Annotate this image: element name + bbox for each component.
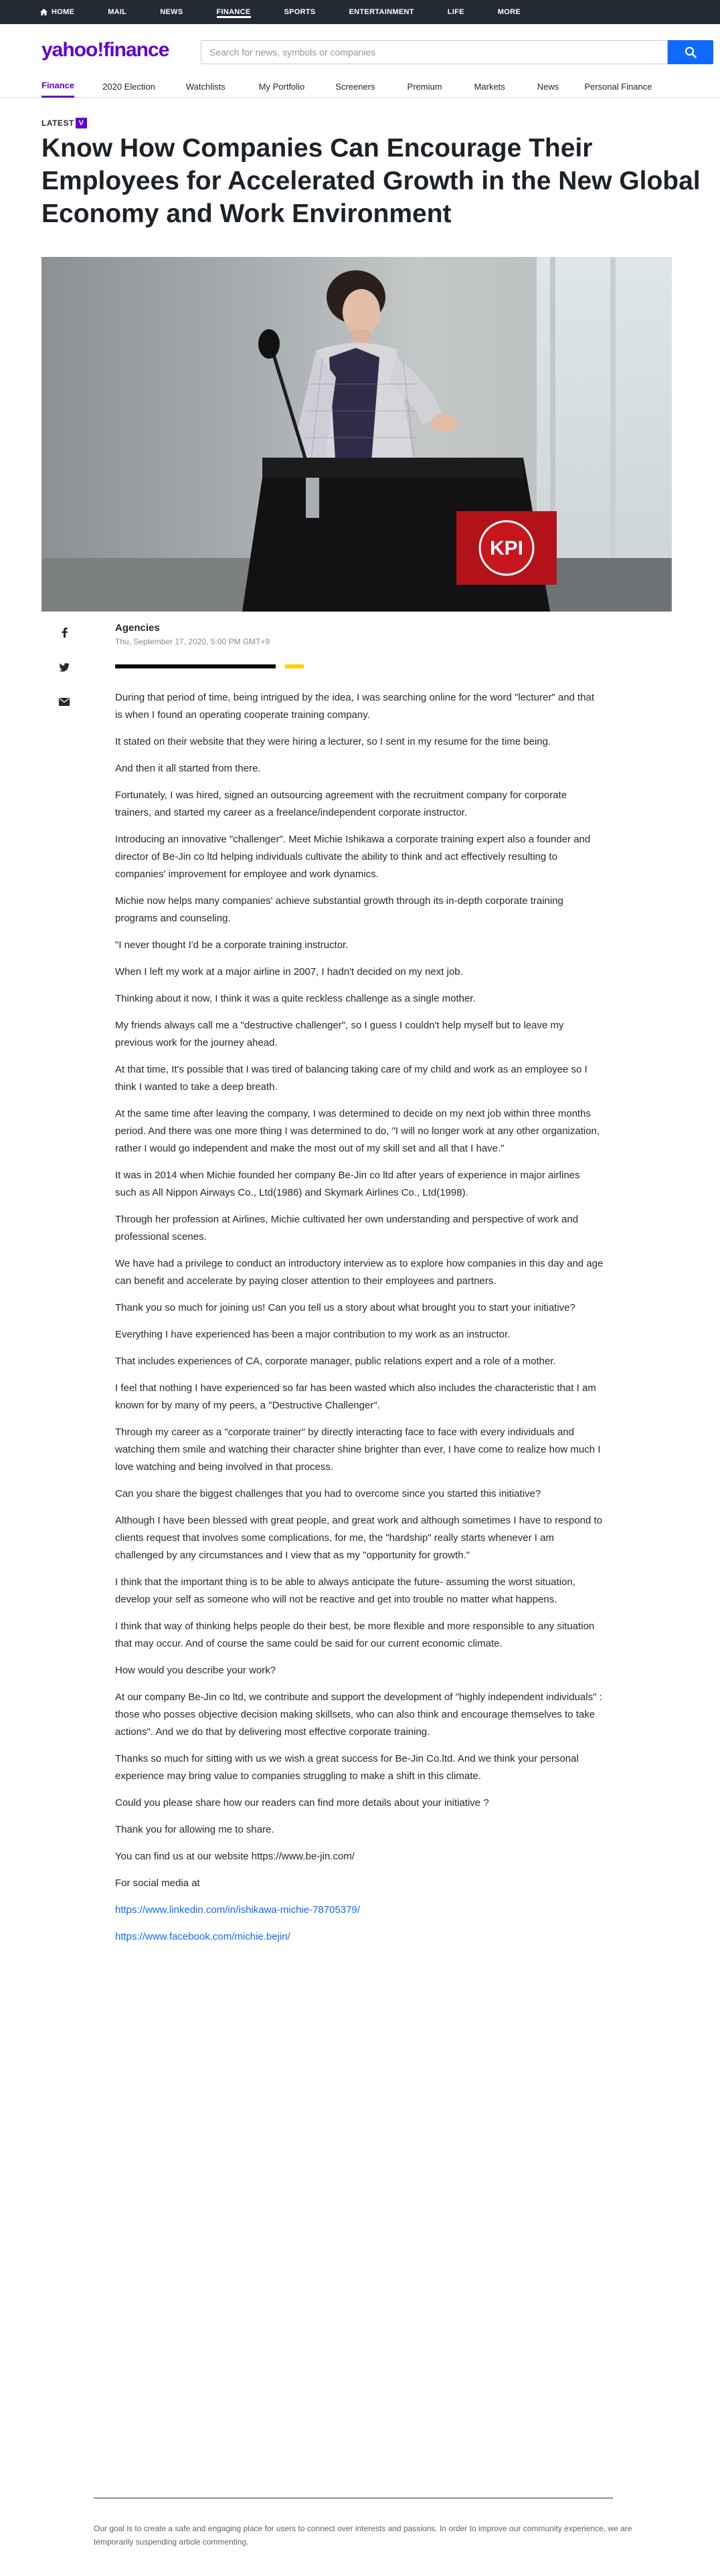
article-paragraph: You can find us at our website https://www.be-jin.com/	[115, 1851, 355, 1862]
latest-label: LATEST	[41, 118, 74, 128]
article-paragraph: Through her profession at Airlines, Michie cultivated her own understanding and perspective of work and professional scenes.	[115, 1214, 579, 1243]
svg-text:KPI: KPI	[489, 537, 524, 559]
topbar-item-mail[interactable]: MAIL	[108, 8, 127, 16]
nav-item-markets[interactable]: Markets	[474, 81, 505, 92]
article-paragraph: Michie now helps many companies' achieve substantial growth through its in-depth corporate training programs and counseling.	[115, 895, 563, 924]
article-paragraph: I think that the important thing is to be able to always anticipate the future- assuming the worst situation, develop your self as someone who will not be reactive and get into trouble no matter what happens.	[115, 1576, 575, 1605]
facebook-paragraph	[115, 1928, 604, 1946]
nav-item-premium[interactable]: Premium	[407, 81, 442, 92]
logo-yahoo-text: yahoo!	[41, 39, 104, 61]
article-paragraph: For social media at	[115, 1877, 200, 1889]
article-date: Thu, September 17, 2020, 5:00 PM GMT+9	[115, 637, 270, 646]
linkedin-link[interactable]: https://www.linkedin.com/in/ishikawa-michie-78705379/	[115, 1904, 361, 1916]
facebook-link[interactable]: https://www.facebook.com/michie.bejin/	[115, 1931, 290, 1942]
search-button[interactable]	[668, 40, 713, 64]
mail-icon	[59, 698, 70, 706]
nav-item-finance[interactable]: Finance	[41, 75, 74, 98]
linkedin-paragraph	[115, 1902, 604, 1919]
twitter-icon	[59, 663, 70, 672]
article-paragraph: It was in 2014 when Michie founded her company Be-Jin co ltd after years of experience in major airlines such as All Nippon Airways Co., Ltd(1986) and Skymark Airlines Co., Ltd(1998).	[115, 1170, 580, 1198]
latest-badge	[41, 118, 87, 128]
nav-item-watchlists[interactable]: Watchlists	[185, 81, 226, 92]
facebook-icon	[60, 627, 68, 638]
article-paragraph: Thanks so much for sitting with us we wish a great success for Be-Jin Co.ltd. And we think your personal experience may bring value to companies struggling to make a shift in this climate.	[115, 1753, 579, 1782]
article-title: Know How Companies Can Encourage Their Employees for Accelerated Growth in the New Global Economy and Work Environment	[41, 134, 701, 228]
yahoo-finance-logo[interactable]	[41, 39, 169, 62]
topbar-item-label: HOME	[52, 8, 75, 16]
finance-nav	[0, 75, 720, 98]
article-paragraph: Could you please share how our readers can find more details about your initiative ?	[115, 1797, 489, 1809]
share-facebook-button[interactable]	[56, 624, 72, 640]
article-paragraph: I feel that nothing I have experienced so far has been wasted which also includes the characteristic that I am known for by many of my peers, a "Destructive Challenger".	[115, 1382, 596, 1411]
comments-disabled-notice: Our goal is to create a safe and engaging place for users to connect over interests and passions. In order to improve our community experience, we are temporarily suspending article commenting.	[94, 2524, 632, 2547]
article-paragraph: At the same time after leaving the company, I was determined to decide on my next job within three months period. And there was one more thing I was determined to do, "I will no longer work at any other organization, rather I would go independent and make the most out of my skill set and all that I have."	[115, 1108, 600, 1154]
article-paragraph: At that time, It's possible that I was tired of balancing taking care of my child and work as an employee so I think I wanted to take a deep breath.	[115, 1064, 588, 1093]
article-paragraph: Introducing an innovative "challenger". Meet Michie Ishikawa a corporate training expert also a founder and director of Be-Jin co ltd helping individuals cultivate the ability to think and act effectively resulting to companies' improvement for employee and work dynamics.	[115, 834, 591, 880]
article-paragraph: Although I have been blessed with great people, and great work and although sometimes I have to respond to clients request that involves some complications, for me, the "hardship" really starts whenever I am challenged by any circumstances and I view that as my "opportunity for growth."	[115, 1515, 602, 1561]
article-paragraph: It stated on their website that they were hiring a lecturer, so I sent in my resume for the time being.	[115, 736, 551, 747]
topbar-item-entertainment[interactable]: ENTERTAINMENT	[349, 8, 414, 16]
article-paragraph: Thank you so much for joining us! Can you tell us a story about what brought you to start your initiative?	[115, 1302, 575, 1313]
topbar-item-home[interactable]	[40, 8, 74, 16]
article-paragraph: That includes experiences of CA, corporate manager, public relations expert and a role of a mother.	[115, 1356, 556, 1367]
logo-finance-text: finance	[103, 39, 169, 61]
article-paragraph: I think that way of thinking helps people do their best, be more flexible and more responsible to any situation that may occur. And of course the same could be said for our current economic climate.	[115, 1621, 595, 1649]
article-paragraph: We have had a privilege to conduct an introductory interview as to explore how companies in this day and age can benefit and accelerate by paying closer attention to their employees and partners.	[115, 1258, 604, 1287]
article-paragraph: At our company Be-Jin co ltd, we contribute and support the development of "highly independent individuals" : those who posses objective decision making skillsets, who can also think and encourage themselves to take actions". And we do that by delivering most effective corporate training.	[115, 1691, 602, 1738]
home-icon	[40, 9, 48, 15]
article-paragraph: When I left my work at a major airline in 2007, I hadn't decided on my next job.	[115, 966, 463, 978]
article-paragraph: Thank you for allowing me to share.	[115, 1824, 274, 1835]
article-paragraph: Fortunately, I was hired, signed an outsourcing agreement with the recruitment company for corporate trainers, and started my career as a freelance/independent corporate instructor.	[115, 790, 567, 818]
topbar-item-sports[interactable]: SPORTS	[284, 8, 316, 16]
latest-mark: V	[76, 118, 87, 128]
topbar-item-more[interactable]: MORE	[497, 8, 521, 16]
search-input[interactable]	[201, 40, 668, 64]
universal-header-bar	[0, 0, 720, 24]
article-paragraph: My friends always call me a "destructive challenger", so I guess I couldn't help myself but to leave my previous work for the journey ahead.	[115, 1020, 564, 1048]
site-header	[0, 24, 720, 72]
topbar-item-finance[interactable]: FINANCE	[217, 6, 251, 18]
share-mail-button[interactable]	[56, 694, 72, 710]
nav-item-news[interactable]: News	[537, 81, 559, 92]
speaker-photo	[41, 257, 672, 612]
article-paragraph: During that period of time, being intrigued by the idea, I was searching online for the word "lecturer" and that is when I found an operating cooperate training company.	[115, 692, 595, 721]
article-paragraph: How would you describe your work?	[115, 1665, 276, 1676]
article-body	[115, 689, 604, 1955]
article-paragraph: And then it all started from there.	[115, 763, 261, 774]
nav-item-2020-election[interactable]: 2020 Election	[102, 81, 155, 92]
article-paragraph: "I never thought I'd be a corporate training instructor.	[115, 939, 349, 951]
article-paragraph: Can you share the biggest challenges that you had to overcome since you started this initiative?	[115, 1488, 541, 1499]
nav-item-personal-finance[interactable]: Personal Finance	[584, 81, 652, 92]
topbar-item-news[interactable]: NEWS	[160, 8, 183, 16]
article-hero-image	[41, 257, 672, 612]
share-twitter-button[interactable]	[56, 659, 72, 675]
article-paragraph: Through my career as a "corporate trainer" by directly interacting face to face with every individuals and watching them smile and watching their character shine brighter than ever, I have come to realize how much I love watching and being involved in that process.	[115, 1427, 601, 1473]
nav-item-my-portfolio[interactable]: My Portfolio	[258, 81, 305, 92]
byline-divider	[115, 664, 323, 668]
search-icon	[685, 46, 697, 58]
article-author[interactable]: Agencies	[115, 622, 160, 634]
nav-item-screeners[interactable]: Screeners	[335, 81, 375, 92]
article-paragraph: Everything I have experienced has been a major contribution to my work as an instructor.	[115, 1329, 511, 1340]
article-paragraph: Thinking about it now, I think it was a quite reckless challenge as a single mother.	[115, 993, 476, 1004]
topbar-item-life[interactable]: LIFE	[447, 8, 464, 16]
